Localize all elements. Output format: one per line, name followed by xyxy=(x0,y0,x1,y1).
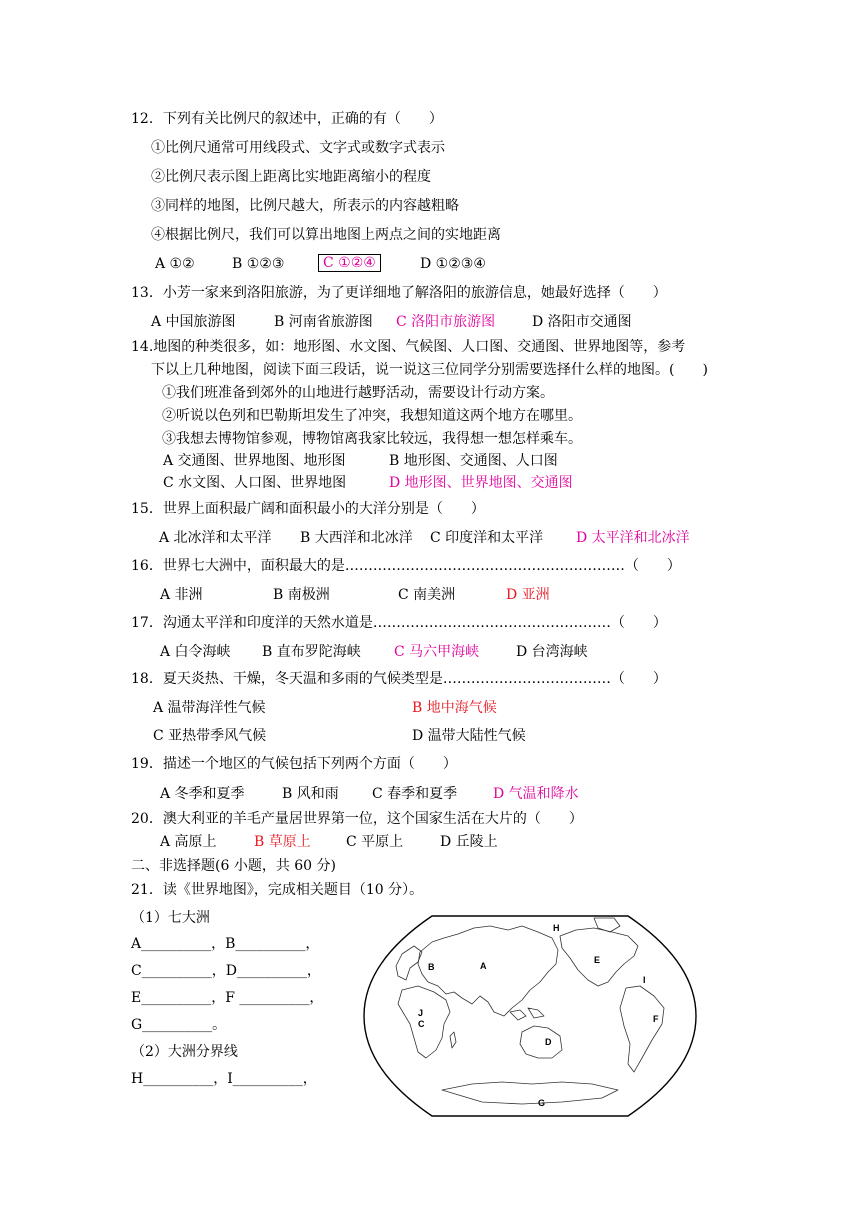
q12-statement-4: ④根据比例尺，我们可以算出地图上两点之间的实地距离 xyxy=(151,227,501,243)
q17-option-c: C 马六甲海峡 xyxy=(394,644,480,660)
q12-option-c-answer xyxy=(318,254,381,272)
q20-option-d: D 丘陵上 xyxy=(440,834,498,850)
q21-part-2-title: （2）大洲分界线 xyxy=(131,1044,238,1060)
map-label-j: J xyxy=(418,1008,424,1018)
q15-option-a: A 北冰洋和太平洋 xyxy=(159,530,272,546)
map-label-h: H xyxy=(553,923,560,933)
map-label-f: F xyxy=(653,1014,659,1024)
q16-stem: 16．世界七大洲中，面积最大的是……………………………………………………（ ） xyxy=(131,558,681,574)
q17-stem: 17．沟通太平洋和印度洋的天然水道是……………………………………………（ ） xyxy=(131,615,667,631)
q19-option-a: A 冬季和夏季 xyxy=(160,786,245,802)
q16-option-a: A 非洲 xyxy=(160,587,203,603)
q16-option-b: B 南极洲 xyxy=(273,587,330,603)
q14-stem-line-1: 14.地图的种类很多，如：地形图、水文图、气候图、人口图、交通图、世界地图等，参考 xyxy=(131,339,686,355)
q21-part-1-title: （1）七大洲 xyxy=(131,910,210,926)
q18-stem: 18．夏天炎热、干燥，冬天温和多雨的气候类型是………………………………（ ） xyxy=(131,671,667,687)
q21-blank-line-1: A__________，B__________， xyxy=(131,936,320,952)
q15-option-d: D 太平洋和北冰洋 xyxy=(576,530,690,546)
q13-stem: 13．小芳一家来到洛阳旅游，为了更详细地了解洛阳的旅游信息，她最好选择（ ） xyxy=(131,285,667,301)
q21-blank-line-5: H__________，I__________， xyxy=(131,1071,317,1087)
q18-option-a: A 温带海洋性气候 xyxy=(153,700,266,716)
map-label-c: C xyxy=(418,1019,425,1029)
q12-option-c: C ①②④ xyxy=(318,254,381,272)
q12-stem: 12．下列有关比例尺的叙述中，正确的有（ ） xyxy=(131,111,443,127)
q15-stem: 15．世界上面积最广阔和面积最小的大洋分别是（ ） xyxy=(131,501,485,517)
map-label-b: B xyxy=(428,962,435,972)
q21-blank-line-3: E__________，F __________， xyxy=(131,990,324,1006)
q16-option-c: C 南美洲 xyxy=(398,587,456,603)
q14-stem-line-2: 下以上几种地图，阅读下面三段话，说一说这三位同学分别需要选择什么样的地图。( ) xyxy=(151,362,708,378)
q12-option-d: D ①②③④ xyxy=(420,256,486,272)
q20-option-b: B 草原上 xyxy=(254,834,311,850)
q15-option-b: B 大西洋和北冰洋 xyxy=(300,530,413,546)
map-label-d: D xyxy=(545,1037,552,1047)
section-heading: 二、非选择题(6 小题，共 60 分) xyxy=(131,858,336,874)
map-label-e: E xyxy=(594,955,601,965)
q18-option-d: D 温带大陆性气候 xyxy=(412,728,526,744)
q14-option-a: A 交通图、世界地图、地形图 xyxy=(163,453,346,469)
q13-option-a: A 中国旅游图 xyxy=(151,314,236,330)
q17-option-d: D 台湾海峡 xyxy=(516,644,588,660)
q17-option-a: A 白令海峡 xyxy=(160,644,231,660)
q19-option-c: C 春季和夏季 xyxy=(372,786,458,802)
q19-option-d: D 气温和降水 xyxy=(493,786,579,802)
q13-option-b: B 河南省旅游图 xyxy=(274,314,373,330)
q20-stem: 20．澳大利亚的羊毛产量居世界第一位，这个国家生活在大片的（ ） xyxy=(131,811,583,827)
q19-option-b: B 风和雨 xyxy=(282,786,339,802)
map-label-g: G xyxy=(538,1098,546,1108)
q14-option-d: D 地形图、世界地图、交通图 xyxy=(389,475,573,491)
map-label-i: I xyxy=(643,975,646,985)
q14-statement-3: ③我想去博物馆参观，博物馆离我家比较远，我得想一想怎样乘车。 xyxy=(162,431,582,447)
q19-stem: 19．描述一个地区的气候包括下列两个方面（ ） xyxy=(131,756,457,772)
q16-option-d: D 亚洲 xyxy=(506,587,550,603)
q18-option-c: C 亚热带季风气候 xyxy=(153,728,267,744)
q13-option-c: C 洛阳市旅游图 xyxy=(396,314,496,330)
q12-option-a: A ①② xyxy=(155,256,195,272)
q12-statement-2: ②比例尺表示图上距离比实地距离缩小的程度 xyxy=(151,169,431,185)
q20-option-a: A 高原上 xyxy=(160,834,217,850)
q21-blank-line-4: G__________。 xyxy=(131,1017,227,1033)
q21-blank-line-2: C__________，D__________， xyxy=(131,963,321,979)
q12-statement-1: ①比例尺通常可用线段式、文字式或数字式表示 xyxy=(151,140,445,156)
q17-option-b: B 直布罗陀海峡 xyxy=(262,644,361,660)
q13-option-d: D 洛阳市交通图 xyxy=(532,314,632,330)
q14-statement-2: ②听说以色列和巴勒斯坦发生了冲突，我想知道这两个地方在哪里。 xyxy=(162,408,582,424)
q14-option-c: C 水文图、人口图、世界地图 xyxy=(163,475,347,491)
q14-option-b: B 地形图、交通图、人口图 xyxy=(389,453,558,469)
q20-option-c: C 平原上 xyxy=(346,834,404,850)
q12-statement-3: ③同样的地图，比例尺越大，所表示的内容越粗略 xyxy=(151,198,459,214)
q15-option-c: C 印度洋和太平洋 xyxy=(430,530,544,546)
world-map xyxy=(362,912,698,1120)
q14-statement-1: ①我们班准备到郊外的山地进行越野活动，需要设计行动方案。 xyxy=(162,385,554,401)
q21-stem: 21．读《世界地图》，完成相关题目（10 分）。 xyxy=(131,882,424,898)
map-label-a: A xyxy=(480,961,487,971)
q18-option-b: B 地中海气候 xyxy=(412,700,497,716)
q12-option-b: B ①②③ xyxy=(232,256,285,272)
